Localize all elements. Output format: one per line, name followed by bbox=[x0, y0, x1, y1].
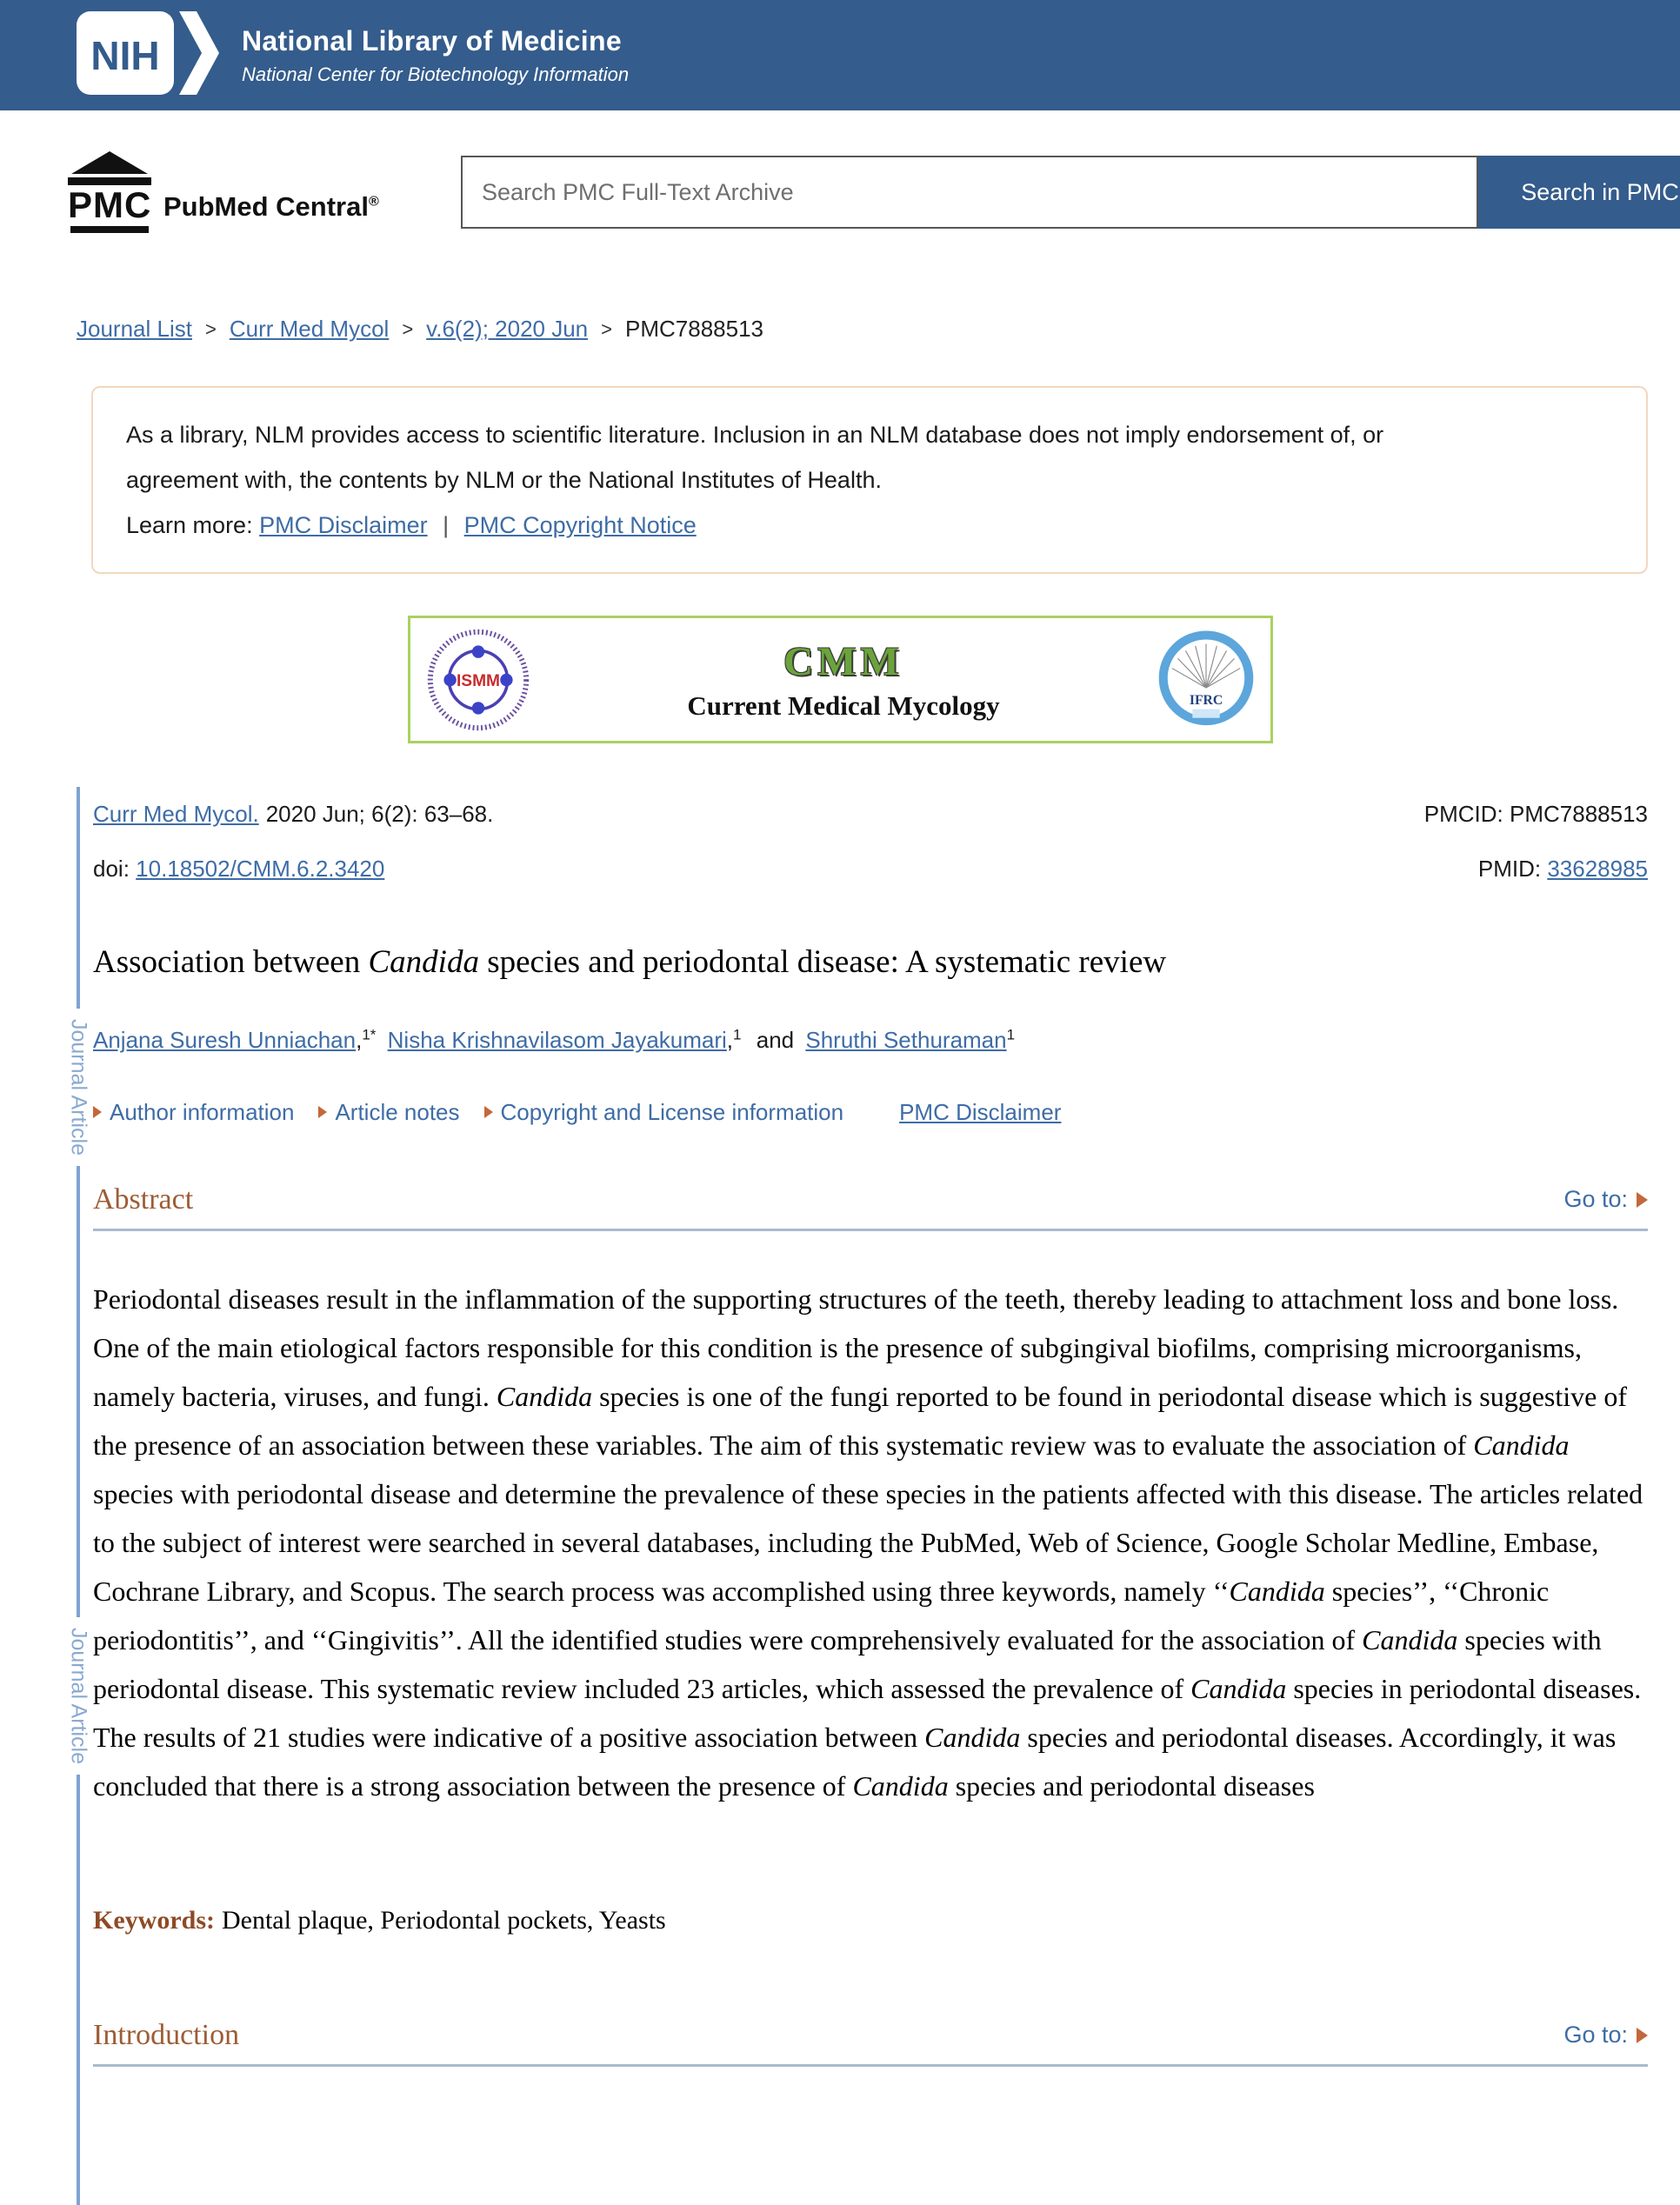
link-divider: | bbox=[443, 512, 450, 538]
breadcrumb-journal-list[interactable]: Journal List bbox=[77, 316, 192, 342]
breadcrumb-issue[interactable]: v.6(2); 2020 Jun bbox=[426, 316, 589, 342]
author-affiliation-sup: 1 bbox=[1006, 1026, 1016, 1043]
citation-issue: 2020 Jun; 6(2): 63–68. bbox=[265, 801, 494, 827]
pmc-base-shape bbox=[70, 226, 149, 233]
disclaimer-learn-more bbox=[126, 503, 1613, 548]
journal-article-label: Journal Article bbox=[64, 1009, 93, 1166]
keywords-label: Keywords: bbox=[93, 1905, 215, 1935]
ifrc-logo-icon bbox=[1157, 628, 1255, 732]
go-to-label: Go to: bbox=[1563, 1186, 1628, 1213]
pmc-roof-shape bbox=[71, 151, 148, 174]
registered-mark: ® bbox=[368, 194, 379, 210]
copyright-license-link[interactable]: Copyright and License information bbox=[500, 1098, 844, 1125]
journal-name: Current Medical Mycology bbox=[687, 689, 1000, 721]
disclaimer-text: As a library, NLM provides access to scientific literature. Inclusion in an NLM database does not imply endorsement of, or agreement with, the contents by NLM or the National Institutes of Health. bbox=[126, 422, 1384, 493]
disclosure-triangle-icon[interactable] bbox=[318, 1106, 327, 1118]
go-to-arrow-icon bbox=[1637, 1192, 1648, 1208]
pmc-building-icon bbox=[68, 151, 151, 233]
doi-label: doi: bbox=[93, 856, 137, 882]
go-to-link[interactable] bbox=[1563, 2022, 1648, 2048]
search-button[interactable]: Search in PMC bbox=[1478, 156, 1680, 229]
go-to-arrow-icon bbox=[1637, 2028, 1648, 2043]
keywords-line bbox=[93, 1906, 1648, 1935]
breadcrumb-separator: > bbox=[204, 317, 217, 340]
pmc-search-bar bbox=[68, 149, 1680, 236]
citation-block bbox=[93, 801, 1648, 883]
nlm-disclaimer-box bbox=[91, 386, 1648, 574]
pmid-link[interactable]: 33628985 bbox=[1547, 856, 1648, 882]
author-link[interactable]: Shruthi Sethuraman bbox=[805, 1026, 1007, 1053]
doi-row bbox=[93, 856, 493, 883]
breadcrumb-current: PMC7888513 bbox=[625, 316, 763, 342]
abstract-section bbox=[93, 1183, 1648, 1935]
breadcrumb-separator: > bbox=[402, 317, 414, 340]
author-information-link[interactable]: Author information bbox=[110, 1098, 295, 1125]
disclosure-triangle-icon[interactable] bbox=[484, 1106, 493, 1118]
author-link[interactable]: Anjana Suresh Unniachan bbox=[93, 1026, 357, 1053]
breadcrumb-separator: > bbox=[601, 317, 612, 340]
article-meta-links bbox=[93, 1099, 1648, 1126]
learn-more-label: Learn more: bbox=[126, 512, 253, 538]
journal-link[interactable]: Curr Med Mycol. bbox=[93, 801, 259, 827]
nlm-header bbox=[0, 0, 1680, 110]
svg-text:ISMM: ISMM bbox=[456, 671, 500, 690]
author bbox=[805, 1027, 1015, 1053]
journal-citation bbox=[93, 801, 493, 828]
breadcrumb-journal[interactable]: Curr Med Mycol bbox=[229, 316, 390, 342]
pmid-row bbox=[1424, 856, 1648, 883]
nlm-title[interactable]: National Library of Medicine bbox=[242, 24, 622, 57]
pmcid-value: PMC7888513 bbox=[1510, 801, 1648, 827]
and-word: and bbox=[756, 1026, 795, 1053]
pmc-wordmark: PubMed Central® bbox=[163, 191, 379, 222]
author bbox=[388, 1027, 742, 1053]
section-divider bbox=[93, 2064, 1648, 2067]
doi-link[interactable]: 10.18502/CMM.6.2.3420 bbox=[136, 856, 385, 882]
pmcid-label: PMCID: bbox=[1423, 801, 1510, 827]
author-list bbox=[93, 1026, 1648, 1054]
article-notes-link[interactable]: Article notes bbox=[335, 1098, 460, 1125]
abstract-text: Periodontal diseases result in the inflammation of the supporting structures of the teeth, thereby leading to attachment loss and bone loss. One of the main etiological factors responsible for this condition is the presence of subgingival biofilms, comprising microorganisms, namely bacteria, viruses, and fungi. Candida species is one of the fungi reported to be found in periodontal disease which is suggestive of the presence of an association between these variables. The aim of this systematic review was to evaluate the association of Candida species with periodontal disease and determine the prevalence of these species in the patients affected with this disease. The articles related to the subject of interest were searched in several databases, including the PubMed, Web of Science, Google Scholar Medline, Embase, Cochrane Library, and Scopus. The search process was accomplished using three keywords, namely ‘‘Candida species’’, ‘‘Chronic periodontitis’’, and ‘‘Gingivitis’’. All the identified studies were comprehensively evaluated for the association of Candida species with periodontal disease. This systematic review included 23 articles, which assessed the prevalence of Candida species in periodontal diseases. The results of 21 studies were indicative of a positive association between Candida species and periodontal diseases. Accordingly, it was concluded that there is a strong association between the presence of Candida species and periodontal diseases bbox=[93, 1282, 1643, 1802]
journal-banner-titles bbox=[530, 638, 1157, 722]
introduction-section bbox=[93, 2019, 1648, 2067]
author-comma: , bbox=[356, 1026, 363, 1053]
go-to-label: Go to: bbox=[1563, 2022, 1628, 2048]
search-input[interactable] bbox=[461, 156, 1478, 229]
author-affiliation-sup: 1* bbox=[362, 1026, 377, 1043]
ncbi-subtitle: National Center for Biotechnology Information bbox=[242, 63, 630, 85]
article-title: Association between Candida species and periodontal disease: A systematic review bbox=[93, 944, 1167, 980]
introduction-heading: Introduction bbox=[93, 2018, 240, 2051]
pmc-logo[interactable] bbox=[68, 151, 461, 233]
go-to-link[interactable] bbox=[1563, 1186, 1648, 1213]
author-comma: , bbox=[726, 1026, 734, 1053]
author-affiliation-sup: 1 bbox=[733, 1026, 742, 1043]
journal-article-rail bbox=[66, 787, 91, 2205]
author-link[interactable]: Nisha Krishnavilasom Jayakumari bbox=[387, 1026, 727, 1053]
pmc-copyright-link[interactable]: PMC Copyright Notice bbox=[463, 512, 697, 538]
nih-logo[interactable] bbox=[77, 11, 224, 99]
pmid-label: PMID: bbox=[1477, 856, 1548, 882]
pmc-disclaimer-inline-link[interactable]: PMC Disclaimer bbox=[899, 1098, 1062, 1125]
pmc-acronym: PMC bbox=[68, 184, 152, 225]
disclosure-triangle-icon[interactable] bbox=[93, 1106, 102, 1118]
abstract-heading: Abstract bbox=[93, 1182, 194, 1216]
pmcid-row bbox=[1424, 801, 1648, 828]
pmc-disclaimer-link[interactable]: PMC Disclaimer bbox=[259, 512, 428, 538]
author bbox=[93, 1027, 376, 1053]
svg-text:NIH: NIH bbox=[90, 33, 160, 78]
svg-text:IFRC: IFRC bbox=[1189, 692, 1223, 708]
nih-logo-icon bbox=[77, 11, 224, 95]
article-content bbox=[93, 801, 1648, 2067]
breadcrumb bbox=[77, 316, 1680, 343]
section-divider bbox=[93, 1229, 1648, 1231]
journal-banner bbox=[408, 616, 1273, 743]
search-area bbox=[461, 156, 1680, 229]
keywords-values: Dental plaque, Periodontal pockets, Yeasts bbox=[221, 1905, 666, 1935]
ismm-logo-icon bbox=[426, 628, 530, 732]
journal-abbrev: CMM bbox=[783, 638, 903, 684]
journal-article-label: Journal Article bbox=[64, 1617, 93, 1775]
